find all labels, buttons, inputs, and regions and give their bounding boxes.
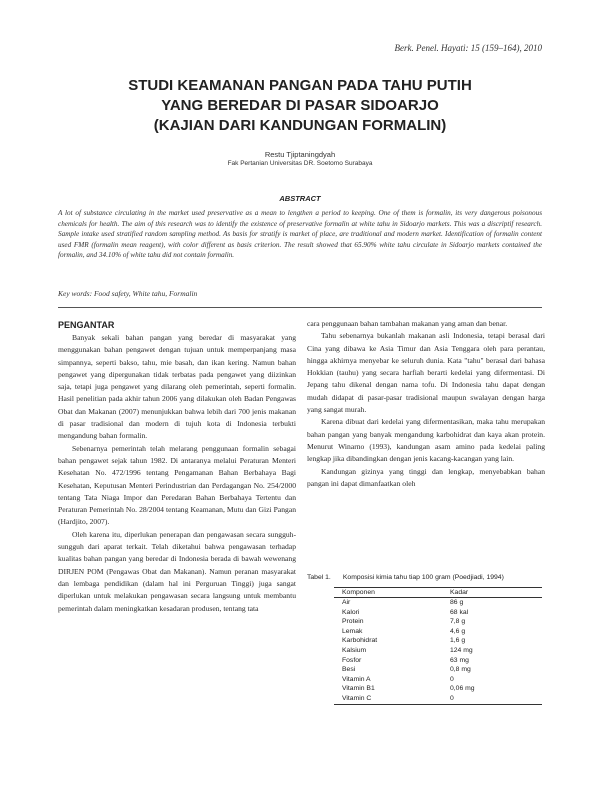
table-header-row [334,588,542,598]
table-row [334,684,542,694]
table-cell: 1,6 g [450,637,466,645]
table-row [334,665,542,675]
table-caption-text: Komposisi kimia tahu tiap 100 gram (Poedjiadi, 1994) [342,574,504,581]
abstract-heading: ABSTRACT [279,194,321,203]
paragraph: Karena dibuat dari kedelai yang difermentasikan, maka tahu merupakan bahan pangan yang banyak mengandung karbohidrat dan kaya akan protein. Menurut Winarno (1993), kandungan asam amino pada kedelai paling lengkap jika dibandingkan dengan jenis kacang-kacangan yang lain. [307,417,545,464]
table-cell: 124 mg [450,646,473,654]
table-row [334,608,542,618]
table-caption [307,574,547,581]
abstract-text: A lot of substance circulating in the market used preservative as a mean to lengthen a period to keeping. One of them is formalin, its very dangerous poisonous chemicals for health. The aim of this research was to identify the existence of preservative formalin at white tahu in Sidoarjo markets. This was a discriptif research. Sample intake used stratified random sampling method. As basis for stratify is market of place, are traditional and modern market. Identification of formalin content used FMR (formalin mean reagent), with color different as basis criterion. The result showed that 65.90% white tahu circulate in Sidoarjo markets contained the formalin, and 34.10% of white tahu did not contain formalin. [58,209,542,259]
table-cell: 63 mg [450,656,469,664]
paragraph: Banyak sekali bahan pangan yang beredar di masyarakat yang menggunakan bahan pengawet dengan tujuan untuk memperpanjang masa simpannya, seperti bakso, tahu, mie basah, dan ikan kering. Namun bahan pengawet yang dipergunakan tidak terbatas pada pengawet yang diizinkan saja, tetapi juga pengawet yang dilarang oleh pemerintah, seperti formalin. Hasil penelitian pada akhir tahun 2006 yang dilakukan oleh Badan Pengawas Obat dan Makanan (2007) menunjukkan bahwa lebih dari 700 jenis makanan di pasar tradisional dan modern di tujuh kota di Indonesia terbukti mengandung bahan formalin. [58,333,296,441]
paragraph: Oleh karena itu, diperlukan penerapan dan pengawasan secara sungguh-sungguh dari aparat terkait. Telah diketahui bahwa pengawasan terhadap kualitas bahan pangan yang beredar di Indonesia berada di bawah wewenang DIRJEN POM (Pengawas Obat dan Makanan). Namun peranan masyarakat dan lembaga pendidikan (dalam hal ini Perguruan Tinggi) juga sangat diperlukan untuk melakukan pengawasan secara langsung untuk membantu pemerintah dalam meningkatkan kesadaran produsen, tentang tata [58,529,296,613]
title-line-2: YANG BEREDAR DI PASAR SIDOARJO [161,97,439,114]
paper-title [0,76,600,136]
table-cell: Fosfor [342,656,362,664]
table-row [334,598,542,608]
table-cell: 4,6 g [450,627,466,635]
table-row [334,636,542,646]
table-cell: 0,06 mg [450,685,475,693]
table-row [334,646,542,656]
column-header: Kadar [442,588,542,598]
table-cell: Air [342,599,351,606]
table-cell: 7,8 g [450,618,466,626]
table-cell: Protein [342,618,364,626]
table-row [334,656,542,666]
table-cell: Karbohidrat [342,637,378,645]
table-row [334,617,542,627]
table-cell: Vitamin A [342,675,371,683]
paragraph: Tahu sebenarnya bukanlah makanan asli Indonesia, tetapi berasal dari Cina yang dibawa ke Asia Timur dan Asia Tenggara oleh para perantau, hingga akhirnya menyebar ke seluruh dunia. Kata "tahu" berasal dari bahasa Hokkian (tauhu) yang secara harfiah berarti kedelai yang difermentasi. Di Jepang tahu dikenal dengan nama tofu. Di Indonesia tahu dapat dengan mudah didapat di pasar-pasar tradisional maupun swalayan dengan harga yang sangat murah. [307,331,545,415]
title-line-3: (KAJIAN DARI KANDUNGAN FORMALIN) [153,117,447,134]
author-affiliation: Fak Pertanian Universitas DR. Soetomo Surabaya [227,160,373,167]
composition-table [334,587,542,705]
table-label: Tabel 1. [307,574,331,581]
table-cell: 68 kal [450,608,469,616]
table-row [334,675,542,685]
table-cell: 0,8 mg [450,666,471,674]
table-cell: 0 [450,675,454,683]
section-divider [58,307,542,308]
table-row [334,627,542,637]
table-cell: 86 g [450,599,464,606]
table-cell: Kalsium [342,646,367,654]
table-cell: Vitamin B1 [342,685,375,693]
paragraph: cara penggunaan bahan tambahan makanan yang aman dan benar. [307,319,508,328]
table-row [334,694,542,704]
section-heading: PENGANTAR [58,320,115,330]
journal-reference: Berk. Penel. Hayati: 15 (159–164), 2010 [394,43,542,53]
title-line-1: STUDI KEAMANAN PANGAN PADA TAHU PUTIH [128,77,472,94]
right-column [307,318,545,490]
table-cell: 0 [442,694,542,704]
column-header: Komponen [334,588,442,598]
table-cell: Vitamin C [334,694,442,704]
table-cell: Lemak [342,627,363,635]
paragraph: Kandungan gizinya yang tinggi dan lengkap, menyebabkan bahan pangan ini dapat dimanfaatkan oleh [307,466,545,488]
keywords: Key words: Food safety, White tahu, Formalin [58,289,198,298]
table-cell: Kalori [342,608,360,616]
table-cell: Besi [342,666,356,674]
left-column [58,332,296,615]
paragraph: Sebenarnya pemerintah telah melarang penggunaan formalin sebagai bahan pengawet sejak tahun 1982. Di antaranya melalui Peraturan Menteri Kesehatan No. 472/1996 tentang Pengamanan Bahan Berbahaya Bagi Kesehatan, Keputusan Menteri Perindustrian dan Perdagangan No. 254/2000 tentang Tata Niaga Impor dan Peredaran Bahan Berbahaya Tertentu dan Peraturan Pemerintah No. 28/2004 tentang Keamanan, Mutu dan Gizi Pangan (Hardjito, 2007). [58,443,296,527]
author-name: Restu Tjiptaningdyah [264,150,336,159]
